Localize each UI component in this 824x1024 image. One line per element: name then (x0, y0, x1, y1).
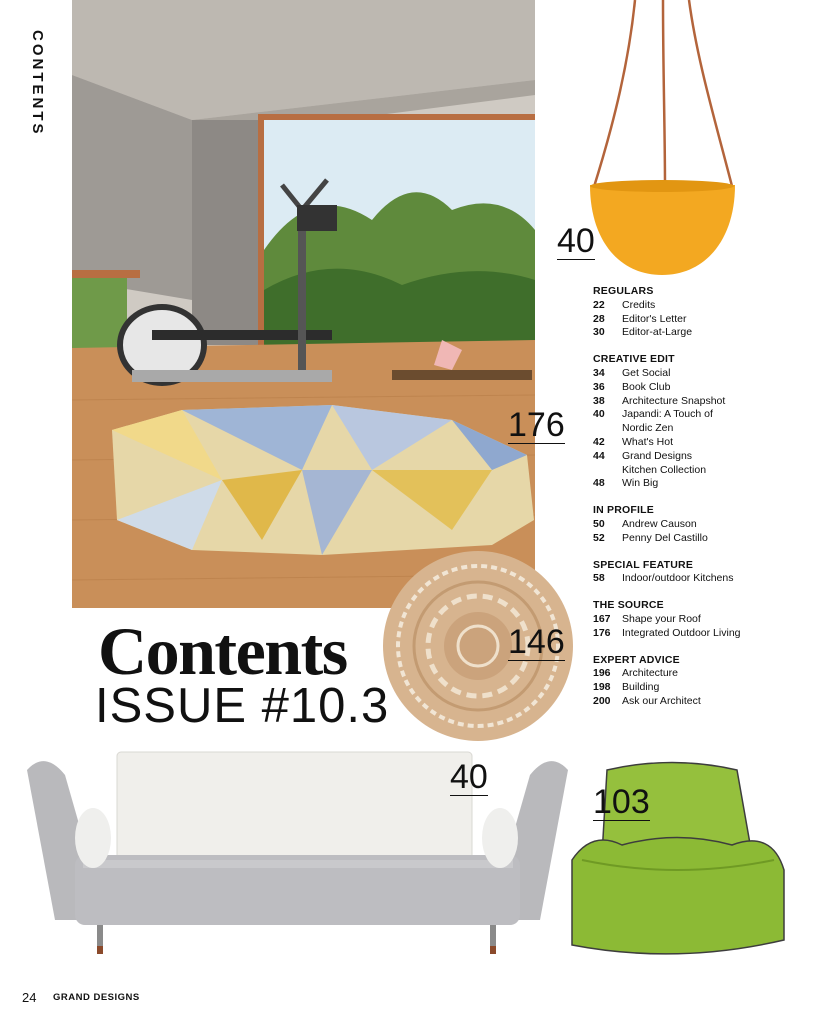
entry-title-line: Win Big (622, 477, 659, 490)
page-ref-beanbag[interactable]: 103 (593, 783, 650, 821)
entry-title (622, 408, 818, 436)
footer-magazine-name: GRAND DESIGNS (53, 992, 140, 1003)
page-ref-sofa[interactable]: 40 (450, 758, 488, 796)
entry-page-number: 28 (593, 312, 605, 325)
exercise-room-illustration (72, 0, 535, 608)
entry-title-line: Credits (622, 298, 656, 311)
entry-title-line: Japandi: A Touch of (622, 408, 713, 421)
section-title: IN PROFILE (593, 504, 654, 517)
section-title: THE SOURCE (593, 599, 664, 612)
entry-title-line: Penny Del Castillo (622, 531, 708, 544)
contents-entry[interactable] (593, 667, 818, 681)
entry-page-number: 58 (593, 572, 605, 585)
entry-title (622, 695, 818, 709)
section-title: CREATIVE EDIT (593, 353, 675, 366)
contents-entry[interactable] (593, 613, 818, 627)
section-title: SPECIAL FEATURE (593, 558, 694, 571)
entry-title-line: Architecture (622, 667, 679, 680)
entry-page-number: 48 (593, 477, 605, 490)
entry-title (622, 381, 818, 395)
entry-title-line: Ask our Architect (622, 694, 701, 707)
contents-entry[interactable] (593, 313, 818, 327)
entry-title-line: Get Social (622, 366, 671, 379)
entry-title-line: Integrated Outdoor Living (622, 626, 741, 639)
entry-page-number: 40 (593, 408, 605, 421)
entry-page-number: 198 (593, 681, 611, 694)
entry-title-line: Building (622, 681, 660, 694)
contents-section (593, 559, 818, 587)
entry-page-number: 176 (593, 626, 611, 639)
entry-title (622, 627, 818, 641)
contents-entry[interactable] (593, 395, 818, 409)
entry-page-number: 200 (593, 694, 611, 707)
entry-title-line: Editor-at-Large (622, 326, 693, 339)
entry-page-number: 38 (593, 394, 605, 407)
spine-label: CONTENTS (29, 30, 46, 137)
contents-entry[interactable] (593, 695, 818, 709)
contents-entry[interactable] (593, 381, 818, 395)
entry-title (622, 299, 818, 313)
contents-section (593, 599, 818, 640)
contents-entry[interactable] (593, 681, 818, 695)
entry-page-number: 34 (593, 366, 605, 379)
entry-page-number: 167 (593, 612, 611, 625)
contents-entry[interactable] (593, 436, 818, 450)
contents-entry[interactable] (593, 627, 818, 641)
contents-entry[interactable] (593, 450, 818, 478)
contents-section (593, 504, 818, 545)
entry-title (622, 532, 818, 546)
entry-title-line: Andrew Causon (622, 517, 697, 530)
entry-page-number: 36 (593, 380, 605, 393)
entry-title-line: Nordic Zen (622, 422, 674, 435)
contents-section (593, 285, 818, 340)
hero-photo-exercise-room (72, 0, 535, 608)
page-ref-exercise-room[interactable]: 176 (508, 406, 565, 444)
entry-title (622, 436, 818, 450)
entry-page-number: 52 (593, 531, 605, 544)
contents-entry[interactable] (593, 367, 818, 381)
entry-page-number: 30 (593, 326, 605, 339)
entry-title-line: Book Club (622, 380, 671, 393)
entry-title-line: Shape your Roof (622, 612, 701, 625)
issue-number: ISSUE #10.3 (95, 679, 390, 733)
contents-entry[interactable] (593, 572, 818, 586)
sofa-image (25, 750, 570, 960)
entry-title (622, 681, 818, 695)
footer-page-number: 24 (22, 990, 37, 1005)
contents-entry[interactable] (593, 477, 818, 491)
section-title: EXPERT ADVICE (593, 653, 680, 666)
contents-section (593, 654, 818, 709)
entry-title (622, 326, 818, 340)
entry-page-number: 42 (593, 435, 605, 448)
contents-entry[interactable] (593, 299, 818, 313)
entry-title-line: Editor's Letter (622, 312, 687, 325)
entry-title (622, 313, 818, 327)
contents-entry[interactable] (593, 532, 818, 546)
entry-title (622, 572, 818, 586)
entry-title-line: Grand Designs (622, 449, 693, 462)
page-ref-jute-rug[interactable]: 146 (508, 623, 565, 661)
contents-list (593, 285, 818, 722)
hanging-planter-image (585, 0, 745, 280)
contents-section (593, 353, 818, 491)
entry-page-number: 196 (593, 667, 611, 680)
section-title: REGULARS (593, 285, 654, 297)
entry-title-line: What's Hot (622, 435, 674, 448)
entry-title (622, 613, 818, 627)
entry-page-number: 44 (593, 449, 605, 462)
contents-entry[interactable] (593, 518, 818, 532)
entry-title (622, 395, 818, 409)
entry-title (622, 450, 818, 478)
entry-title (622, 367, 818, 381)
entry-title-line: Kitchen Collection (622, 463, 707, 476)
contents-entry[interactable] (593, 408, 818, 436)
contents-entry[interactable] (593, 326, 818, 340)
entry-page-number: 22 (593, 298, 605, 311)
entry-title (622, 518, 818, 532)
entry-title (622, 477, 818, 491)
entry-title-line: Architecture Snapshot (622, 394, 726, 407)
entry-title-line: Indoor/outdoor Kitchens (622, 572, 734, 585)
entry-title (622, 667, 818, 681)
entry-page-number: 50 (593, 517, 605, 530)
page-ref-planter[interactable]: 40 (557, 222, 595, 260)
page-title: Contents (98, 613, 347, 689)
